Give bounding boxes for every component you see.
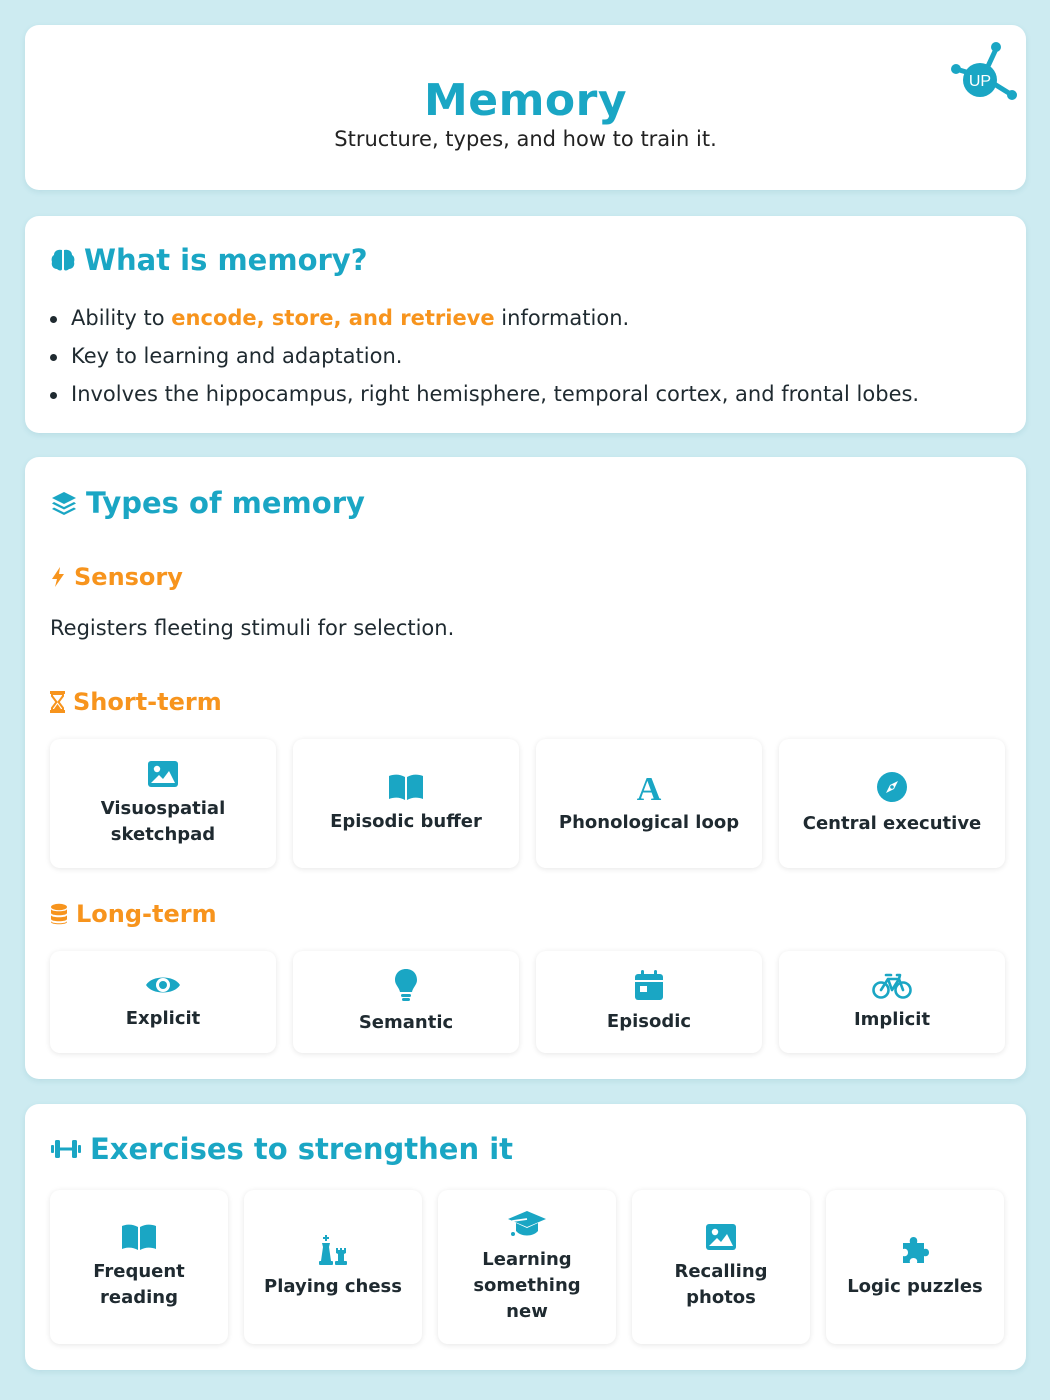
database-icon: [50, 903, 68, 925]
long-term-tile-explicit: Explicit: [50, 951, 276, 1053]
calendar-icon: [634, 969, 664, 1001]
eye-icon: [145, 972, 181, 998]
page-title: Memory: [423, 75, 628, 126]
what-bullets: [71, 299, 919, 413]
exercises-section-title: [50, 1131, 513, 1167]
long-term-tile-implicit: Implicit: [779, 951, 1005, 1053]
sensory-description: Registers fleeting stimuli for selection.: [50, 616, 455, 640]
types-title-text: Types of memory: [86, 486, 365, 520]
long-term-tile-episodic: Episodic: [536, 951, 762, 1053]
what-section-title: [50, 242, 368, 278]
header-card: [25, 25, 1026, 190]
dumbbell-icon: [50, 1137, 82, 1161]
logo-text: UP: [968, 73, 992, 90]
short-term-grid: [50, 739, 1005, 868]
graduation-cap-icon: [507, 1209, 547, 1239]
brain-icon: [50, 247, 76, 273]
image-icon: [147, 760, 179, 788]
exercise-tile-photos: Recalling photos: [632, 1190, 810, 1344]
long-term-grid: [50, 951, 1005, 1053]
image-icon: [705, 1223, 737, 1251]
exercises-grid: [50, 1190, 1004, 1344]
highlight-text: encode, store, and retrieve: [171, 306, 495, 330]
puzzle-icon: [899, 1234, 931, 1266]
bullet-item: Ability to encode, store, and retrieve information.: [71, 299, 919, 337]
exercise-tile-reading: Frequent reading: [50, 1190, 228, 1344]
short-term-title: Short-term: [50, 686, 222, 718]
what-is-memory-card: [25, 216, 1026, 433]
bolt-icon: [50, 566, 66, 588]
hourglass-icon: [50, 691, 65, 713]
sensory-title: Sensory: [50, 561, 183, 593]
types-of-memory-card: [25, 457, 1026, 1079]
exercise-tile-chess: Playing chess: [244, 1190, 422, 1344]
letter-a-icon: [634, 772, 664, 802]
bullet-item: Involves the hippocampus, right hemisphere, temporal cortex, and frontal lobes.: [71, 375, 919, 413]
bullet-item: Key to learning and adaptation.: [71, 337, 919, 375]
long-term-tile-semantic: Semantic: [293, 951, 519, 1053]
what-title-text: What is memory?: [84, 243, 368, 277]
short-term-tile-central-executive: Central executive: [779, 739, 1005, 868]
exercise-tile-puzzles: Logic puzzles: [826, 1190, 1004, 1344]
short-term-tile-phonological-loop: A Phonological loop: [536, 739, 762, 868]
compass-icon: [876, 771, 908, 803]
exercises-title-text: Exercises to strengthen it: [90, 1132, 514, 1166]
book-icon: [121, 1223, 157, 1251]
lightbulb-icon: [393, 968, 419, 1002]
short-term-tile-episodic-buffer: Episodic buffer: [293, 739, 519, 868]
book-icon: [388, 773, 424, 801]
types-section-title: [50, 485, 365, 521]
bicycle-icon: [872, 971, 912, 999]
exercise-tile-learning: Learning something new: [438, 1190, 616, 1344]
layers-icon: [50, 489, 78, 517]
chess-icon: [316, 1234, 350, 1266]
up-logo: [948, 33, 1018, 103]
page-subtitle: Structure, types, and how to train it.: [334, 127, 717, 151]
long-term-title: Long-term: [50, 898, 217, 930]
short-term-tile-visuospatial: Visuospatial sketchpad: [50, 739, 276, 868]
svg-text:A: A: [636, 771, 662, 802]
exercises-card: [25, 1104, 1026, 1370]
